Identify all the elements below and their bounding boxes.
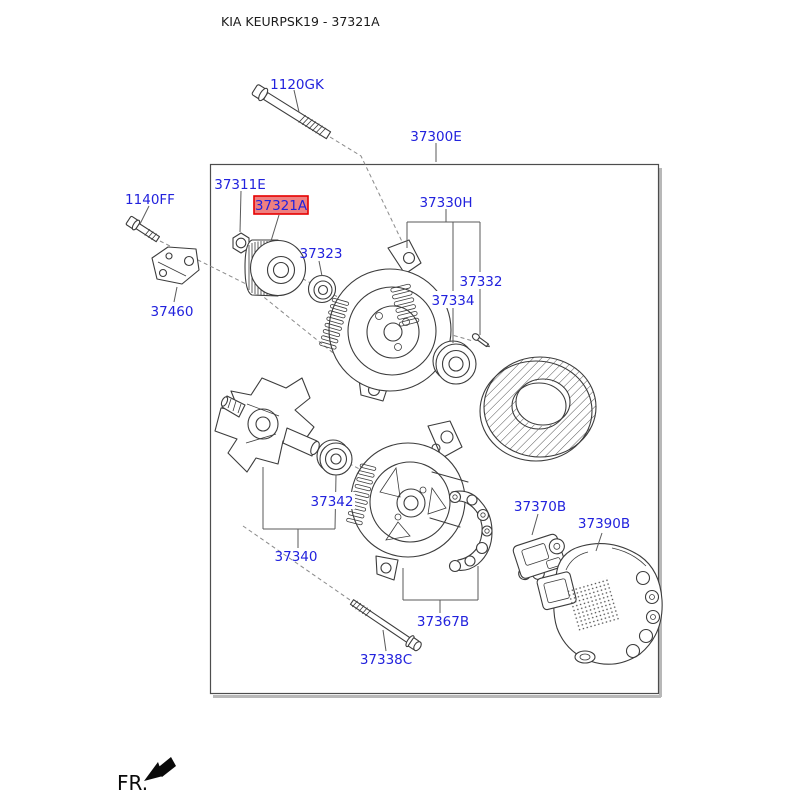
bracket-bolt-1140ff-drawing xyxy=(125,215,160,243)
part-label-37332[interactable]: 37332 xyxy=(459,274,503,290)
part-label-1140ff[interactable]: 1140FF xyxy=(125,192,175,208)
front-label: FR. xyxy=(117,771,149,795)
part-label-37367b[interactable]: 37367B xyxy=(416,614,470,630)
front-bearing-37323-drawing xyxy=(309,276,336,303)
front-arrow-icon xyxy=(144,757,176,781)
pulley-37321a-drawing xyxy=(245,240,306,296)
mounting-bracket-37460-drawing xyxy=(152,247,199,284)
part-label-37300e[interactable]: 37300E xyxy=(410,129,462,145)
part-label-37311e[interactable]: 37311E xyxy=(214,177,266,193)
part-label-37323[interactable]: 37323 xyxy=(299,246,343,262)
part-label-37340[interactable]: 37340 xyxy=(274,549,318,565)
part-label-37370b[interactable]: 37370B xyxy=(513,499,567,515)
part-label-37338c[interactable]: 37338C xyxy=(359,652,413,668)
part-label-37460[interactable]: 37460 xyxy=(150,304,194,320)
part-label-37342[interactable]: 37342 xyxy=(310,494,354,510)
part-label-37390b[interactable]: 37390B xyxy=(577,516,631,532)
page-title: KIA KEURPSK19 - 37321A xyxy=(221,14,380,29)
part-label-37330h[interactable]: 37330H xyxy=(419,195,473,211)
front-direction-indicator xyxy=(117,757,176,795)
part-label-37321a-highlighted[interactable]: 37321A xyxy=(254,198,308,214)
part-label-1120gk[interactable]: 1120GK xyxy=(270,77,324,93)
part-label-37334[interactable]: 37334 xyxy=(431,293,475,309)
